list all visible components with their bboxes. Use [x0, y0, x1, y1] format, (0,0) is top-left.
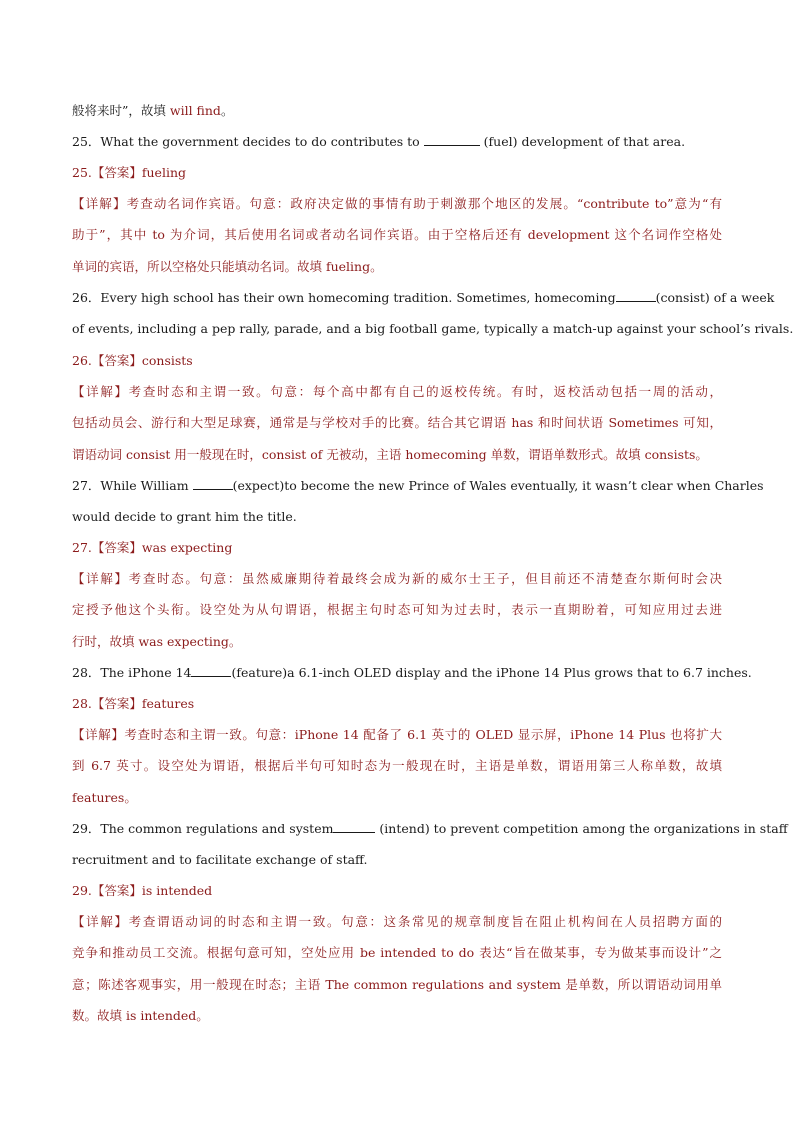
detail-29-line-4: 数。故填 is intended。: [72, 1007, 209, 1023]
detail-26: [72, 376, 722, 470]
question-26: [72, 282, 794, 345]
answer-26-label: 26.【答案】consists: [72, 353, 193, 368]
answer-29-label: 29.【答案】is intended: [72, 883, 213, 898]
question-28-pre: 28．The iPhone 14: [72, 665, 192, 680]
detail-29: [72, 906, 722, 1031]
question-25-blank: [424, 133, 480, 146]
question-27: [72, 470, 764, 533]
detail-26-line-2: 包括动员会、游行和大型足球赛，通常是与学校对手的比赛。结合其它谓语 has 和时间状语 Sometimes 可知，: [72, 415, 722, 431]
detail-29-line-3: 意；陈述客观事实，用一般现在时态；主语 The common regulations and system 是单数，所以谓语动词用单: [72, 976, 722, 992]
answer-25-label: 25.【答案】fueling: [72, 165, 187, 180]
detail-28: [72, 719, 722, 813]
question-29-post: (intend) to prevent competition among the organizations in staff: [375, 821, 788, 836]
question-29: [72, 813, 788, 876]
question-26-pre: 26．Every high school has their own homecoming tradition. Sometimes, homecoming: [72, 290, 616, 305]
question-25-pre: 25．What the government decides to do contributes to: [72, 134, 424, 149]
question-29-line-2: recruitment and to facilitate exchange of staff.: [72, 852, 368, 868]
question-28: [72, 657, 752, 688]
detail-27-line-1: 【详解】考查时态。句意：虽然威廉期待着最终会成为新的威尔士王子，但目前还不清楚查尔斯何时会决: [72, 571, 722, 586]
question-28-post: (feature)a 6.1-inch OLED display and the iPhone 14 Plus grows that to 6.7 inches.: [231, 665, 752, 680]
question-28-blank: [191, 664, 231, 677]
detail-25-line-3: 单词的宾语，所以空格处只能填动名词。故填 fueling。: [72, 258, 383, 274]
answer-28: [72, 688, 722, 719]
detail-28-line-3: features。: [72, 789, 137, 805]
answer-26: [72, 345, 722, 376]
detail-27: [72, 563, 722, 657]
detail-25: [72, 188, 722, 282]
question-27-blank: [193, 477, 233, 490]
detail-28-line-2: 到 6.7 英寸。设空处为谓语，根据后半句可知时态为一般现在时，主语是单数，谓语用第三人称单数，故填: [72, 758, 722, 774]
intro-suffix: 。: [220, 103, 234, 118]
question-27-pre: 27．While William: [72, 478, 193, 493]
answer-25: [72, 157, 722, 188]
question-29-pre: 29．The common regulations and system: [72, 821, 334, 836]
question-27-post: (expect)to become the new Prince of Wales eventually, it wasn’t clear when Charles: [232, 478, 764, 493]
question-25: [72, 126, 722, 157]
question-26-post: (consist) of a week: [655, 290, 775, 305]
detail-29-line-2: 竞争和推动员工交流。根据句意可知，空处应用 be intended to do 表达“旨在做某事，专为做某事而设计”之: [72, 945, 722, 961]
detail-29-line-1: 【详解】考查谓语动词的时态和主谓一致。句意：这条常见的规章制度旨在阻止机构间在人员招聘方面的: [72, 914, 722, 929]
question-25-post: (fuel) development of that area.: [479, 134, 686, 149]
intro-answer: will find: [169, 103, 221, 118]
answer-28-label: 28.【答案】features: [72, 696, 195, 711]
intro-prefix: 般将来时”，故填: [72, 103, 170, 118]
answer-27: [72, 532, 722, 563]
question-26-blank: [616, 289, 656, 302]
question-29-blank: [333, 820, 375, 833]
question-27-line-2: would decide to grant him the title.: [72, 509, 297, 525]
detail-28-line-1: 【详解】考查时态和主谓一致。句意：iPhone 14 配备了 6.1 英寸的 OLED 显示屏，iPhone 14 Plus 也将扩大: [72, 727, 722, 742]
detail-25-line-1: 【详解】考查动名词作宾语。句意：政府决定做的事情有助于刺激那个地区的发展。“contribute to”意为“有: [72, 196, 722, 211]
question-26-line-2: of events, including a pep rally, parade, and a big football game, typically a match-up against your school’s rivals.: [72, 321, 794, 337]
intro-line: [72, 95, 722, 126]
answer-29: [72, 875, 722, 906]
detail-27-line-3: 行时，故填 was expecting。: [72, 633, 242, 649]
detail-25-line-2: 助于”，其中 to 为介词，其后使用名词或者动名词作宾语。由于空格后还有 development 这个名词作空格处: [72, 227, 722, 243]
detail-26-line-3: 谓语动词 consist 用一般现在时，consist of 无被动，主语 homecoming 单数，谓语单数形式。故填 consists。: [72, 446, 708, 462]
detail-27-line-2: 定授予他这个头衔。设空处为从句谓语，根据主句时态可知为过去时，表示一直期盼着，可知应用过去进: [72, 602, 722, 618]
detail-26-line-1: 【详解】考查时态和主谓一致。句意：每个高中都有自己的返校传统。有时，返校活动包括一周的活动，: [72, 384, 722, 399]
answer-27-label: 27.【答案】was expecting: [72, 540, 233, 555]
